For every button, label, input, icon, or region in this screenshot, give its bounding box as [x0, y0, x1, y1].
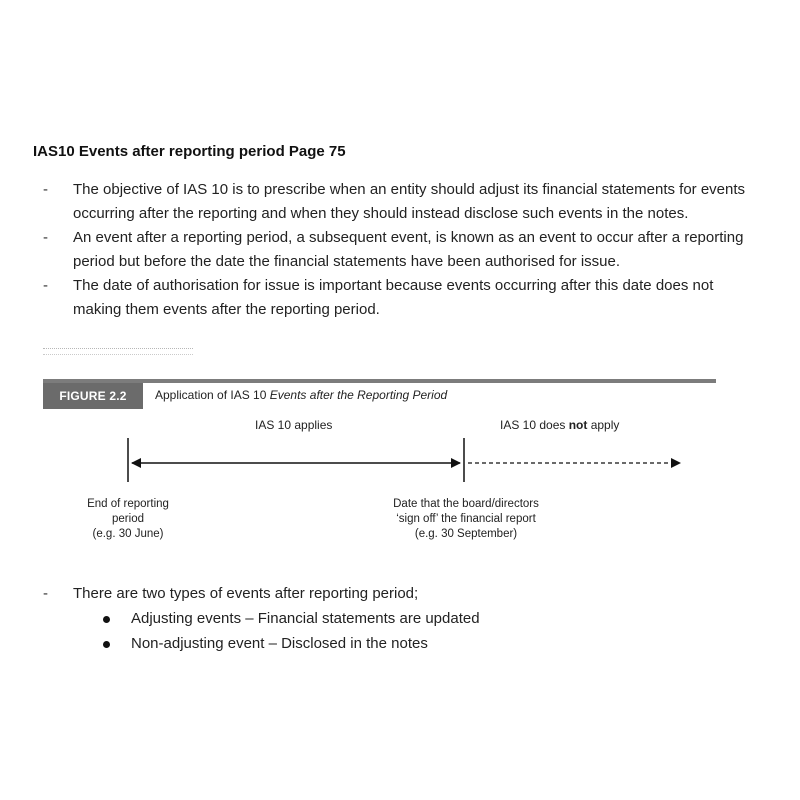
end-label-line: End of reporting — [87, 498, 169, 510]
date-label-line: Date that the board/directors — [393, 498, 539, 510]
signoff-date-label — [366, 497, 566, 542]
list-item — [0, 274, 800, 322]
not-apply-suffix: apply — [587, 418, 620, 432]
dash-marker: - — [43, 585, 48, 602]
bullet-dot-icon — [103, 616, 110, 623]
bullet-text: The date of authorisation for issue is important because events occurring after this date does not making them events after the reporting period. — [73, 277, 714, 318]
end-label-line: period — [112, 513, 144, 525]
bullet-text: The objective of IAS 10 is to prescribe when an entity should adjust its financial statements for events occurring after the reporting and when they should instead disclose such events in the notes. — [73, 181, 746, 222]
page-heading: IAS10 Events after reporting period Page 75 — [33, 143, 346, 160]
figure-title-italic: Events after the Reporting Period — [269, 388, 448, 402]
figure-title-prefix: Application of IAS 10 — [155, 388, 270, 402]
forward-arrowhead-icon — [671, 458, 681, 468]
types-intro-text: There are two types of events after reporting period; — [73, 585, 419, 602]
right-arrowhead-icon — [451, 458, 461, 468]
list-item — [0, 178, 800, 226]
dash-marker: - — [43, 229, 48, 246]
figure-label: FIGURE 2.2 — [43, 383, 143, 409]
date-label-line: ‘sign off’ the financial report — [396, 513, 536, 525]
left-arrowhead-icon — [131, 458, 141, 468]
not-apply-bold: not — [568, 418, 588, 432]
list-item — [0, 606, 800, 631]
event-types-list — [0, 582, 800, 656]
adjusting-events-text: Adjusting events – Financial statements are updated — [131, 610, 480, 627]
end-of-period-label — [63, 497, 193, 542]
dash-marker: - — [43, 277, 48, 294]
list-item — [0, 631, 800, 656]
event-types-sublist — [0, 606, 800, 656]
figure-top-rule — [43, 379, 716, 383]
non-adjusting-event-text: Non-adjusting event – Disclosed in the notes — [131, 635, 428, 652]
list-item — [0, 582, 800, 656]
date-label-line: (e.g. 30 September) — [414, 528, 518, 540]
objective-bullet-list — [0, 178, 800, 322]
dash-marker: - — [43, 181, 48, 198]
cropped-text-remnant — [43, 348, 193, 355]
bullet-dot-icon — [103, 641, 110, 648]
bullet-text: An event after a reporting period, a subsequent event, is known as an event to occur after a reporting period but before the date the financial statements have been authorised for issue. — [73, 229, 744, 270]
not-apply-prefix: IAS 10 does — [500, 418, 569, 432]
list-item — [0, 226, 800, 274]
applies-label: IAS 10 applies — [255, 418, 333, 432]
figure-title — [155, 388, 447, 402]
timeline-diagram — [0, 430, 800, 490]
end-label-line: (e.g. 30 June) — [92, 528, 164, 540]
